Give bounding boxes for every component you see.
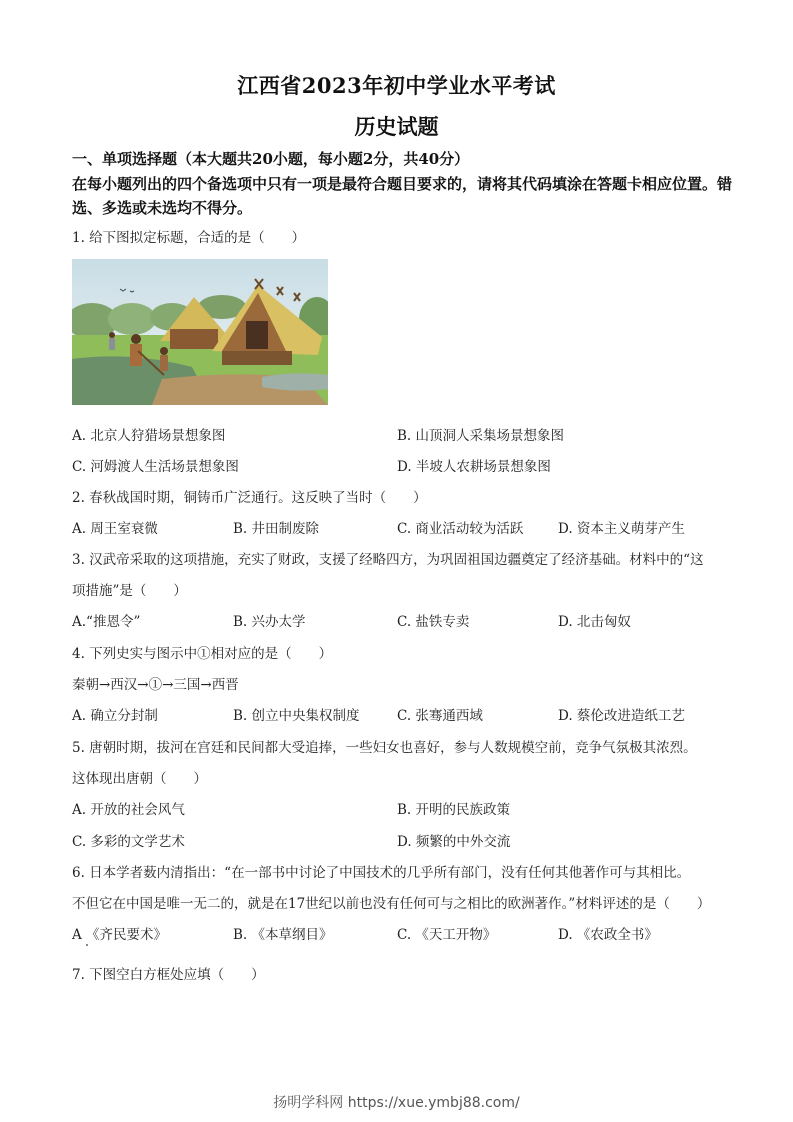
section-heading: 一、单项选择题（本大题共20小题，每小题2分，共40分） (72, 150, 470, 168)
q5-option-c: C. 多彩的文学艺术 (72, 834, 185, 850)
exam-subtitle: 历史试题 (354, 114, 439, 139)
question-5-stem-line-2: 这体现出唐朝（ ） (72, 771, 207, 787)
q4-option-b: B. 创立中央集权制度 (233, 708, 360, 724)
q2-option-b: B. 井田制废除 (233, 521, 320, 537)
q6-option-d: D. 《农政全书》 (558, 927, 658, 943)
q6-option-c: C. 《天工开物》 (397, 927, 497, 943)
q3-option-d: D. 北击匈奴 (558, 614, 631, 630)
q5-option-a: A. 开放的社会风气 (72, 802, 185, 818)
q3-option-b: B. 兴办太学 (233, 614, 306, 630)
question-1-stem: 1. 给下图拟定标题，合适的是（ ） (72, 230, 306, 246)
question-3-stem-line-1: 3. 汉武帝采取的这项措施，充实了财政，支援了经略四方，为巩固祖国边疆奠定了经济基础。材料中的“这 (72, 552, 704, 568)
question-4-stem: 4. 下列史实与图示中①相对应的是（ ） (72, 646, 333, 662)
question-6-stem-line-2: 不但它在中国是唯一无二的，就是在17世纪以前也没有任何可与之相比的欧洲著作。”材料评述的是（ ） (72, 896, 711, 912)
q4-option-a: A. 确立分封制 (72, 708, 158, 724)
q1-option-c: C. 河姆渡人生活场景想象图 (72, 459, 239, 475)
footer-watermark: 扬明学科网 https://xue.ymbj88.com/ (273, 1095, 520, 1111)
q6-option-a: A 《齐民要术》 (72, 927, 168, 943)
q5-option-b: B. 开明的民族政策 (397, 802, 511, 818)
q4-option-d: D. 蔡伦改进造纸工艺 (558, 708, 685, 724)
q6-option-b: B. 《本草纲目》 (233, 927, 333, 943)
question-7-stem: 7. 下图空白方框处应填（ ） (72, 967, 265, 983)
q3-option-c: C. 盐铁专卖 (397, 614, 470, 630)
exam-title: 江西省2023年初中学业水平考试 (237, 73, 556, 98)
q1-option-a: A. 北京人狩猎场景想象图 (72, 428, 226, 444)
section-instructions: 在每小题列出的四个备选项中只有一项是最符合题目要求的，请将其代码填涂在答题卡相应位置。错选、多选或未选均不得分。 (72, 175, 733, 217)
q1-option-d: D. 半坡人农耕场景想象图 (397, 459, 551, 475)
question-3-stem-line-2: 项措施”是（ ） (72, 583, 187, 599)
question-5-stem-line-1: 5. 唐朝时期，拔河在宫廷和民间都大受追捧，一些妇女也喜好，参与人数规模空前，竞争气氛极其浓烈。 (72, 740, 697, 756)
q1-option-b: B. 山顶洞人采集场景想象图 (397, 428, 565, 444)
q3-option-a: A.“推恩令” (72, 614, 141, 630)
question-1-figure (72, 259, 328, 405)
q2-option-d: D. 资本主义萌芽产生 (558, 521, 685, 537)
q2-option-a: A. 周王室衰微 (72, 521, 158, 537)
question-4-timeline: 秦朝→西汉→①→三国→西晋 (72, 677, 239, 693)
q2-option-c: C. 商业活动较为活跃 (397, 521, 524, 537)
q5-option-d: D. 频繁的中外交流 (397, 834, 511, 850)
stray-mark (86, 944, 88, 946)
question-2-stem: 2. 春秋战国时期，铜铸币广泛通行。这反映了当时（ ） (72, 490, 427, 506)
question-6-stem-line-1: 6. 日本学者薮内清指出：“在一部书中讨论了中国技术的几乎所有部门，没有任何其他著作可与其相比。 (72, 865, 691, 881)
village-illustration-image (72, 259, 328, 405)
q4-option-c: C. 张骞通西域 (397, 708, 483, 724)
